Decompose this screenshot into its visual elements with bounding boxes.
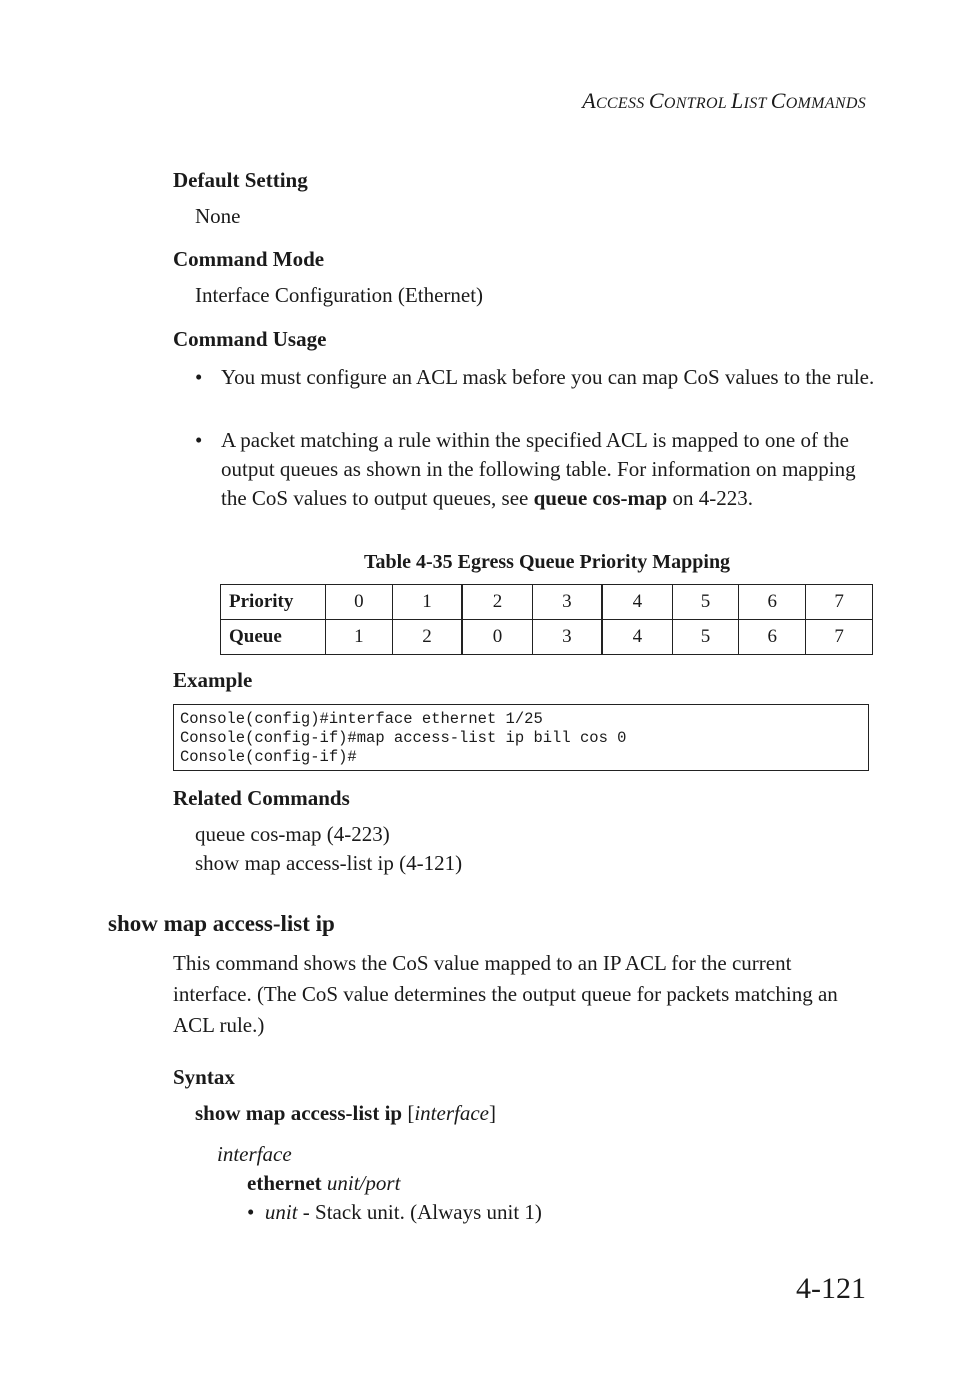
syntax-heading: Syntax [173, 1065, 235, 1089]
table-cell: 7 [806, 585, 873, 620]
page-number: 4-121 [796, 1272, 866, 1305]
table-cell: 5 [672, 620, 739, 655]
usage-bullet-2 [195, 426, 875, 513]
ethernet-arg: unit/port [326, 1171, 401, 1195]
usage-bullet-1 [195, 363, 875, 392]
bullet-marker: • [195, 428, 203, 452]
unit-term: unit [264, 1200, 298, 1224]
syntax-open-bracket: [ [402, 1101, 415, 1125]
syntax-param: interface [414, 1101, 489, 1125]
ethernet-keyword: ethernet [247, 1171, 322, 1195]
header-sc-2: ONTROL [663, 95, 732, 112]
command-mode-heading: Command Mode [173, 247, 325, 271]
header-sc-4: OMMANDS [785, 95, 866, 112]
command-description: This command shows the CoS value mapped to an IP ACL for the current interface. (The CoS value determines the output queue for packets matching an ACL rule.) [173, 951, 838, 1037]
header-cap-2: C [648, 88, 664, 113]
command-mode-value: Interface Configuration (Ethernet) [195, 283, 484, 307]
unit-bullet [247, 1200, 542, 1225]
related-command-item: show map access-list ip (4-121) [195, 851, 463, 875]
table-cell: 5 [672, 585, 739, 620]
syntax-command: show map access-list ip [195, 1101, 403, 1125]
ethernet-syntax [247, 1171, 400, 1196]
table-cell: 0 [462, 620, 532, 655]
table-cell: 6 [739, 585, 806, 620]
queue-cos-map-reference: queue cos-map [533, 486, 668, 510]
table-caption: Table 4-35 Egress Queue Priority Mapping [363, 551, 731, 573]
syntax-close-bracket: ] [488, 1101, 496, 1125]
code-line: Console(config-if)# [180, 748, 357, 766]
syntax-line [195, 1101, 496, 1126]
table-cell: 4 [602, 585, 672, 620]
header-cap-1: A [582, 88, 596, 113]
table-cell: 3 [532, 585, 602, 620]
header-cap-3: L [731, 88, 744, 113]
related-commands-heading: Related Commands [173, 786, 350, 810]
usage-bullet-2-text-a: A packet matching a rule within the specified ACL is mapped to one of the output queues as shown in the following table. For information on mapping the CoS values to output queues, see [221, 428, 856, 510]
table-cell: 2 [392, 620, 462, 655]
table-cell: 1 [392, 585, 462, 620]
command-title: show map access-list ip [108, 911, 335, 936]
running-header [582, 88, 866, 114]
table-cell: 6 [739, 620, 806, 655]
usage-bullet-2-text-b: on 4-223. [667, 486, 753, 510]
related-command-item: queue cos-map (4-223) [195, 822, 390, 846]
header-sc-1: CCESS [595, 95, 649, 112]
table-cell: 7 [806, 620, 873, 655]
table-cell: 1 [326, 620, 393, 655]
table-cell: 2 [462, 585, 532, 620]
table-cell: 0 [326, 585, 393, 620]
code-line: Console(config)#interface ethernet 1/25 [180, 710, 543, 728]
param-name: interface [217, 1142, 292, 1166]
table-row-priority [221, 585, 873, 620]
command-usage-heading: Command Usage [173, 327, 327, 351]
table-cell: 4 [602, 620, 672, 655]
row-header-queue: Queue [221, 620, 326, 655]
header-sc-3: IST [743, 95, 771, 112]
table-row-queue [221, 620, 873, 655]
unit-description: - Stack unit. (Always unit 1) [297, 1200, 542, 1224]
usage-bullet-2-text [221, 426, 875, 513]
priority-mapping-table [220, 584, 873, 655]
default-setting-value: None [195, 204, 241, 228]
bullet-marker: • [195, 365, 203, 389]
table-cell: 3 [532, 620, 602, 655]
example-heading: Example [173, 668, 253, 692]
row-header-priority: Priority [221, 585, 326, 620]
example-code-block [173, 704, 869, 771]
usage-bullet-1-text: You must configure an ACL mask before you can map CoS values to the rule. [221, 365, 875, 389]
header-cap-4: C [770, 88, 786, 113]
code-line: Console(config-if)#map access-list ip bill cos 0 [180, 729, 627, 747]
bullet-marker: • [247, 1200, 255, 1224]
default-setting-heading: Default Setting [173, 168, 308, 192]
